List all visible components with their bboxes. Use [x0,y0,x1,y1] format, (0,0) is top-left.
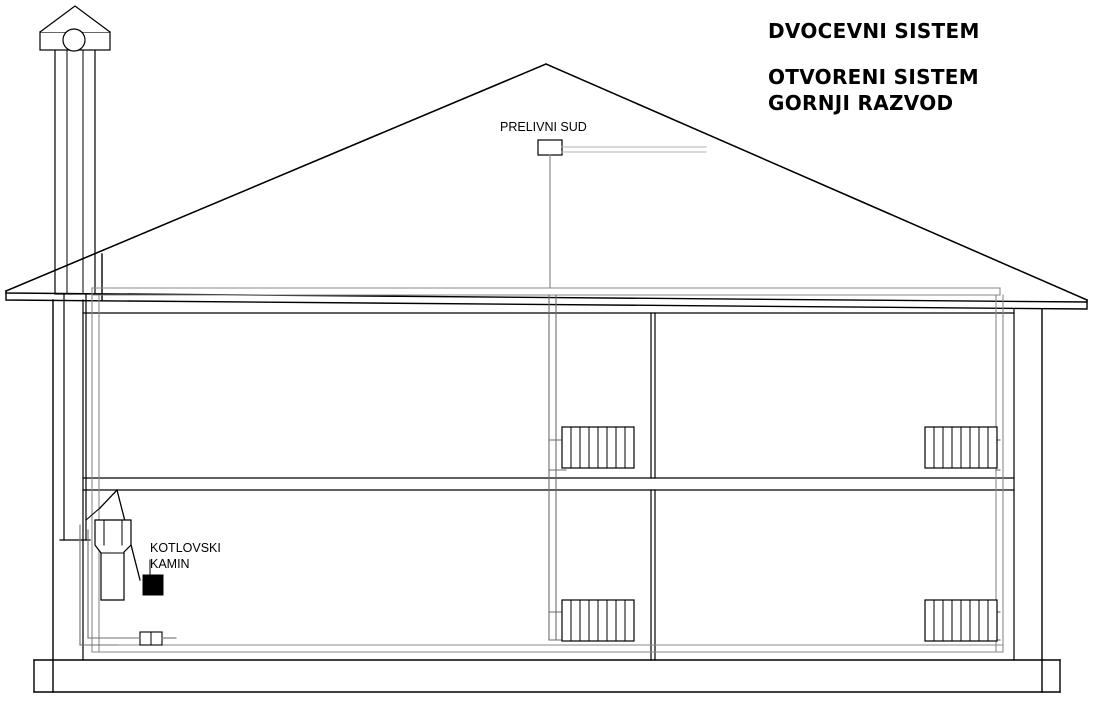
label-kotlovski-kamin [150,540,221,572]
pipe-network-supply [92,288,1003,652]
title-block [768,18,1078,116]
radiator-lower-left [562,600,634,641]
label-kotlovski-kamin-line1: KOTLOVSKI [150,541,221,555]
chimney-stack [40,6,110,294]
label-prelivni-sud: PRELIVNI SUD [500,120,587,134]
chimney-lower-shaft [60,294,90,540]
radiator-upper-left [562,427,634,468]
title-line-2: OTVORENI SISTEM [768,65,979,89]
title-line-3: GORNJI RAZVOD [768,91,954,115]
building-structure [34,300,1060,692]
radiator-lower-right [925,600,997,641]
radiator-upper-right [925,427,997,468]
title-line-1: DVOCEVNI SISTEM [768,19,980,43]
circulation-pump [118,632,176,645]
label-kotlovski-kamin-line2: KAMIN [150,557,190,571]
prelivni-sud-box [538,140,706,288]
title-spacer [768,44,1078,64]
